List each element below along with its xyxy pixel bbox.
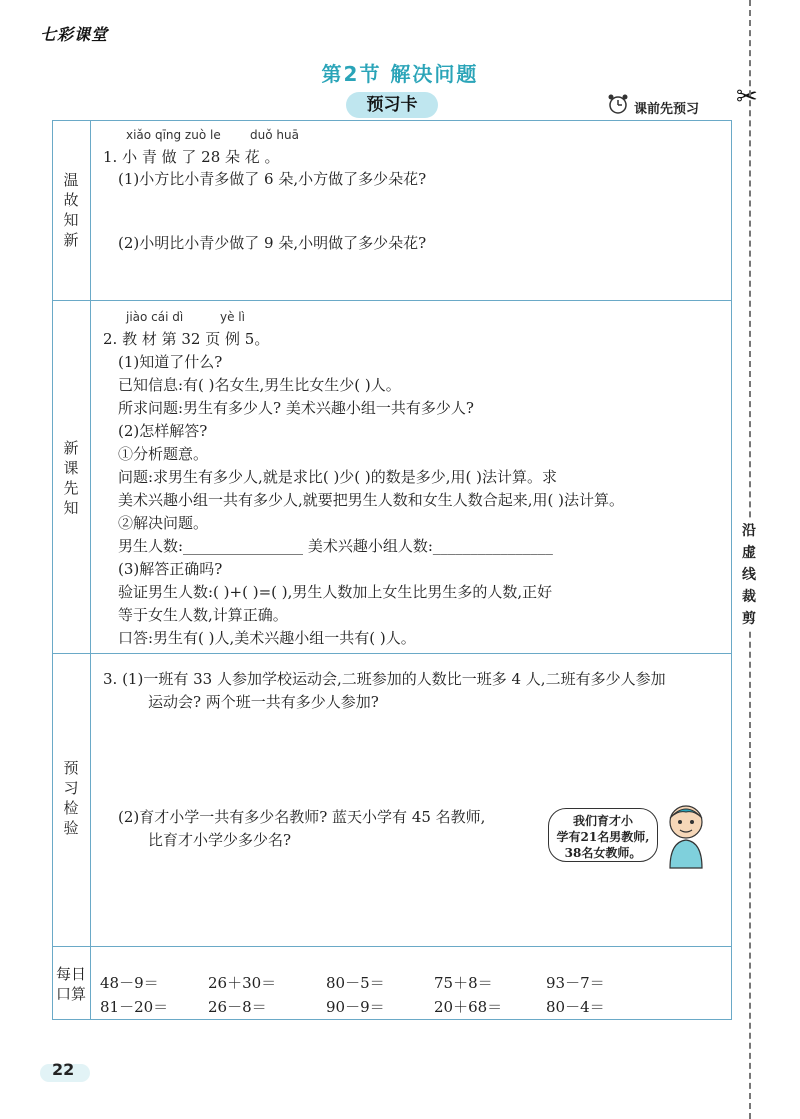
label-line: 口算 (55, 985, 86, 1003)
label-char: 验 (63, 819, 79, 837)
calc-item: 93－7＝ (546, 974, 605, 992)
label-char: 习 (63, 779, 79, 797)
question-2-line: (3)解答正确吗? (118, 560, 223, 578)
row-divider (52, 946, 732, 947)
preview-note: 课前先预习 (634, 102, 700, 117)
label-char: 知 (63, 211, 79, 229)
speech-bubble (548, 808, 658, 862)
section-title: 第2节 解决问题 (321, 62, 479, 86)
cut-char: 裁 (742, 589, 756, 605)
label-char: 故 (63, 191, 79, 209)
question-3-part-1: 3. (1)一班有 33 人参加学校运动会,二班参加的人数比一班多 4 人,二班有多少人参加 (103, 670, 666, 688)
label-char: 先 (63, 479, 79, 497)
question-2-line: 验证男生人数:( )+( )=( ),男生人数加上女生比男生多的人数,正好 (118, 583, 553, 601)
alarm-clock-icon (606, 94, 630, 114)
question-1-stem: 1. 小 青 做 了 28 朵 花 。 (103, 148, 280, 166)
cut-char: 虚 (742, 545, 756, 561)
question-2-line: 男生人数:________________ 美术兴趣小组人数:________________ (118, 537, 553, 555)
page-number: 22 (52, 1060, 75, 1079)
boy-character-icon (658, 800, 714, 870)
question-3-part-1-cont: 运动会? 两个班一共有多少人参加? (148, 693, 379, 711)
row-label-daily (52, 964, 90, 1004)
label-char: 检 (63, 799, 79, 817)
question-1-part-2: (2)小明比小青少做了 9 朵,小明做了多少朵花? (118, 234, 427, 252)
question-2-line: 所求问题:男生有多少人? 美术兴趣小组一共有多少人? (118, 399, 474, 417)
calc-item: 80－5＝ (326, 974, 385, 992)
calc-item: 81－20＝ (100, 998, 169, 1016)
brand-logo: 七彩课堂 (40, 25, 109, 44)
bubble-line: 38名女教师。 (564, 846, 642, 860)
question-2-line: 美术兴趣小组一共有多少人,就要把男生人数和女生人数合起来,用( )法计算。 (118, 491, 625, 509)
calc-item: 90－9＝ (326, 998, 385, 1016)
label-char: 预 (63, 759, 79, 777)
calc-item: 75＋8＝ (434, 974, 493, 992)
label-char: 知 (63, 499, 79, 517)
question-2-line: 口答:男生有( )人,美术兴趣小组一共有( )人。 (118, 629, 416, 647)
question-2-line: (2)怎样解答? (118, 422, 208, 440)
question-2-line: ①分析题意。 (118, 445, 209, 463)
calc-item: 26－8＝ (208, 998, 267, 1016)
question-3-part-2: (2)育才小学一共有多少名教师? 蓝天小学有 45 名教师, (118, 808, 486, 826)
question-1-part-1: (1)小方比小青多做了 6 朵,小方做了多少朵花? (118, 170, 427, 188)
label-char: 新 (63, 439, 79, 457)
calc-item: 48－9＝ (100, 974, 159, 992)
pinyin: yè lì (220, 310, 245, 324)
cut-instruction (738, 520, 760, 630)
label-line: 每日 (55, 965, 86, 983)
cut-char: 沿 (742, 523, 756, 539)
label-char: 课 (63, 459, 79, 477)
bubble-line: 我们育才小 (572, 814, 633, 828)
pinyin: xiǎo qīng zuò le (126, 128, 221, 142)
pinyin: duǒ huā (250, 128, 299, 142)
question-2-line: 等于女生人数,计算正确。 (118, 606, 288, 624)
label-column-divider (90, 120, 91, 1020)
row-divider (52, 300, 732, 301)
scissors-icon: ✂ (736, 82, 758, 112)
question-2-stem: 2. 教 材 第 32 页 例 5。 (103, 330, 270, 348)
calc-item: 20＋68＝ (434, 998, 503, 1016)
question-2-line: 问题:求男生有多少人,就是求比( )少( )的数是多少,用( )法计算。求 (118, 468, 558, 486)
label-char: 温 (63, 171, 79, 189)
row-label-check (52, 758, 90, 838)
row-label-new-lesson (52, 438, 90, 518)
label-char: 新 (63, 231, 79, 249)
calc-item: 26＋30＝ (208, 974, 277, 992)
bubble-line: 学有21名男教师, (556, 830, 650, 844)
card-title: 预习卡 (346, 92, 438, 118)
row-label-review (52, 170, 90, 250)
calc-item: 80－4＝ (546, 998, 605, 1016)
cut-char: 剪 (742, 611, 756, 627)
question-2-line: (1)知道了什么? (118, 353, 223, 371)
row-divider (52, 653, 732, 654)
question-2-line: 已知信息:有( )名女生,男生比女生少( )人。 (118, 376, 401, 394)
cut-char: 线 (742, 567, 756, 583)
pinyin: jiào cái dì (126, 310, 184, 324)
question-3-part-2-cont: 比育才小学少多少名? (148, 831, 292, 849)
question-2-line: ②解决问题。 (118, 514, 209, 532)
